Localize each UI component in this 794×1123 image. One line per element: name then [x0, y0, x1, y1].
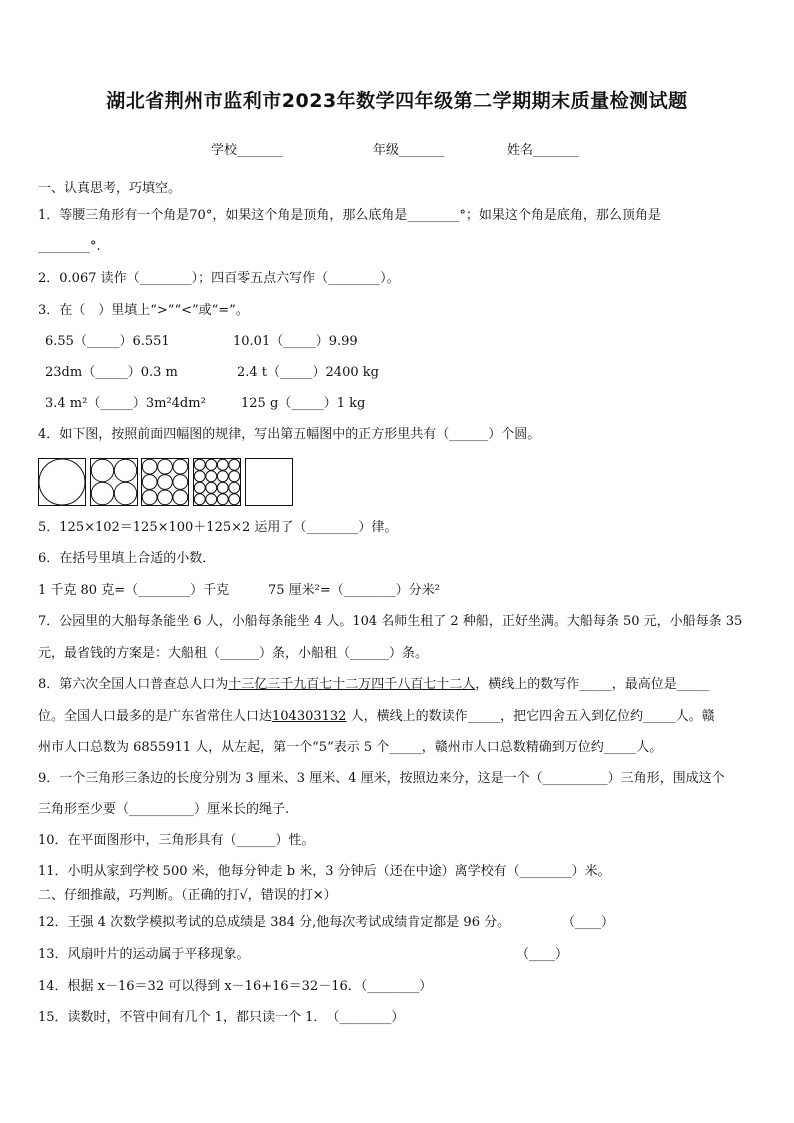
figure-2-four-circles: [90, 458, 138, 506]
q8-text-2: ，横线上的数写作_____，最高位是_____: [475, 677, 710, 692]
figure-1-one-circle: [38, 458, 86, 506]
page-title: 湖北省荆州市监利市2023年数学四年级第二学期期末质量检测试题: [106, 90, 688, 112]
q6-item-2: 75 厘米²=（________）分米²: [268, 583, 440, 598]
circle: [194, 494, 205, 505]
circle: [142, 459, 157, 474]
q3-item-4: 2.4 t（_____）2400 kg: [237, 365, 379, 380]
question-2: 2．0.067 读作（________）；四百零五点六写作（________）。: [38, 271, 400, 286]
question-5: 5．125×102＝125×100＋125×2 运用了（________）律。: [38, 520, 398, 535]
circle: [217, 494, 228, 505]
q3-item-3: 23dm（_____）0.3 m: [45, 365, 178, 380]
q13-answer-blank[interactable]: （____）: [516, 947, 569, 962]
circle: [173, 475, 188, 490]
figure-4-sixteen-circles: [193, 458, 241, 506]
circle: [229, 471, 240, 482]
question-7-cont: 元，最省钱的方案是：大船租（______）条，小船租（______）条。: [38, 646, 429, 661]
q6-item-1: 1 千克 80 克=（________）千克: [38, 583, 230, 598]
question-7: 7．公园里的大船每条能坐 6 人，小船每条能坐 4 人。104 名师生租了 2 种船，正好坐满。大船每条 50 元，小船每条 35: [38, 614, 743, 629]
section-2-heading: 二、仔细推敲，巧判断。（正确的打√，错误的打×）: [38, 888, 337, 903]
circle: [229, 482, 240, 493]
question-12: 12．王强 4 次数学模拟考试的总成绩是 384 分,他每次考试成绩肯定都是 96 分。: [38, 915, 511, 930]
circle: [158, 475, 173, 490]
circle: [142, 475, 157, 490]
q3-item-2: 10.01（_____）9.99: [233, 334, 358, 349]
circle: [91, 459, 113, 481]
circle: [114, 482, 136, 504]
q3-item-1: 6.55（_____）6.551: [45, 334, 170, 349]
circle: [206, 494, 217, 505]
figure-3-nine-circles: [141, 458, 189, 506]
q12-answer-blank[interactable]: （____）: [562, 915, 615, 930]
q3-item-6: 125 g（_____）1 kg: [241, 396, 366, 411]
question-9: 9．一个三角形三条边的长度分别为 3 厘米、3 厘米、4 厘米，按照边来分，这是一个（__________）三角形，围成这个: [38, 771, 725, 786]
question-3: 3．在（ ）里填上“>”“<”或“=”。: [38, 303, 249, 318]
q8-underlined-number: 104303132: [272, 709, 347, 724]
circle: [206, 482, 217, 493]
circle: [206, 471, 217, 482]
question-8: [38, 676, 756, 694]
school-field[interactable]: 学校_______: [211, 143, 283, 158]
circle: [194, 482, 205, 493]
question-11: 11．小明从家到学校 500 米，他每分钟走 b 米，3 分钟后（还在中途）离学校有（________）米。: [38, 864, 611, 879]
question-14: 14．根据 x－16＝32 可以得到 x－16+16＝32－16．（________）: [38, 979, 433, 994]
question-8-cont: [38, 708, 756, 726]
question-9-cont: 三角形至少要（__________）厘米长的绳子.: [38, 802, 290, 817]
section-1-heading: 一、认真思考，巧填空。: [38, 181, 182, 196]
q8-text-3: 位。全国人口最多的是广东省常住人口达: [38, 709, 273, 724]
circle: [91, 482, 113, 504]
circle: [173, 490, 188, 505]
circle: [194, 459, 205, 470]
question-6: 6．在括号里填上合适的小数．: [38, 551, 216, 566]
name-field[interactable]: 姓名_______: [507, 143, 579, 158]
q8-underlined-number-words: 十三亿三千九百七十二万四千八百七十二人: [228, 677, 476, 692]
q8-text-4: 人，横线上的数读作_____，把它四舍五入到亿位约_____人。赣: [346, 709, 715, 724]
q3-item-5: 3.4 m²（_____）3m²4dm²: [45, 396, 206, 411]
circle: [158, 490, 173, 505]
q8-text-1: 8．第六次全国人口普查总人口为: [38, 677, 229, 692]
circle: [206, 459, 217, 470]
question-10: 10．在平面图形中，三角形具有（______）性。: [38, 833, 315, 848]
circle: [229, 459, 240, 470]
question-4: 4．如下图，按照前面四幅图的规律，写出第五幅图中的正方形里共有（______）个圆。: [38, 427, 541, 442]
circle: [217, 482, 228, 493]
grade-field[interactable]: 年级_______: [373, 143, 445, 158]
circle: [173, 459, 188, 474]
question-15: 15．读数时，不管中间有几个 1，都只读一个 1． （________）: [38, 1010, 405, 1025]
question-8-cont-2: 州市人口总数为 6855911 人，从左起，第一个“5”表示 5 个_____，赣州市人口总数精确到万位约_____人。: [38, 740, 663, 755]
circle: [114, 459, 136, 481]
circle: [142, 490, 157, 505]
figure-5-empty-square: [245, 458, 293, 506]
question-1: 1．等腰三角形有一个角是70°，如果这个角是顶角，那么底角是________°；如果这个角是底角，那么顶角是: [38, 208, 661, 223]
circle: [158, 459, 173, 474]
circle: [217, 459, 228, 470]
circle: [217, 471, 228, 482]
question-13: 13．风扇叶片的运动属于平移现象。: [38, 947, 250, 962]
question-1-cont: ________°.: [38, 239, 101, 254]
circle: [229, 494, 240, 505]
circle: [194, 471, 205, 482]
